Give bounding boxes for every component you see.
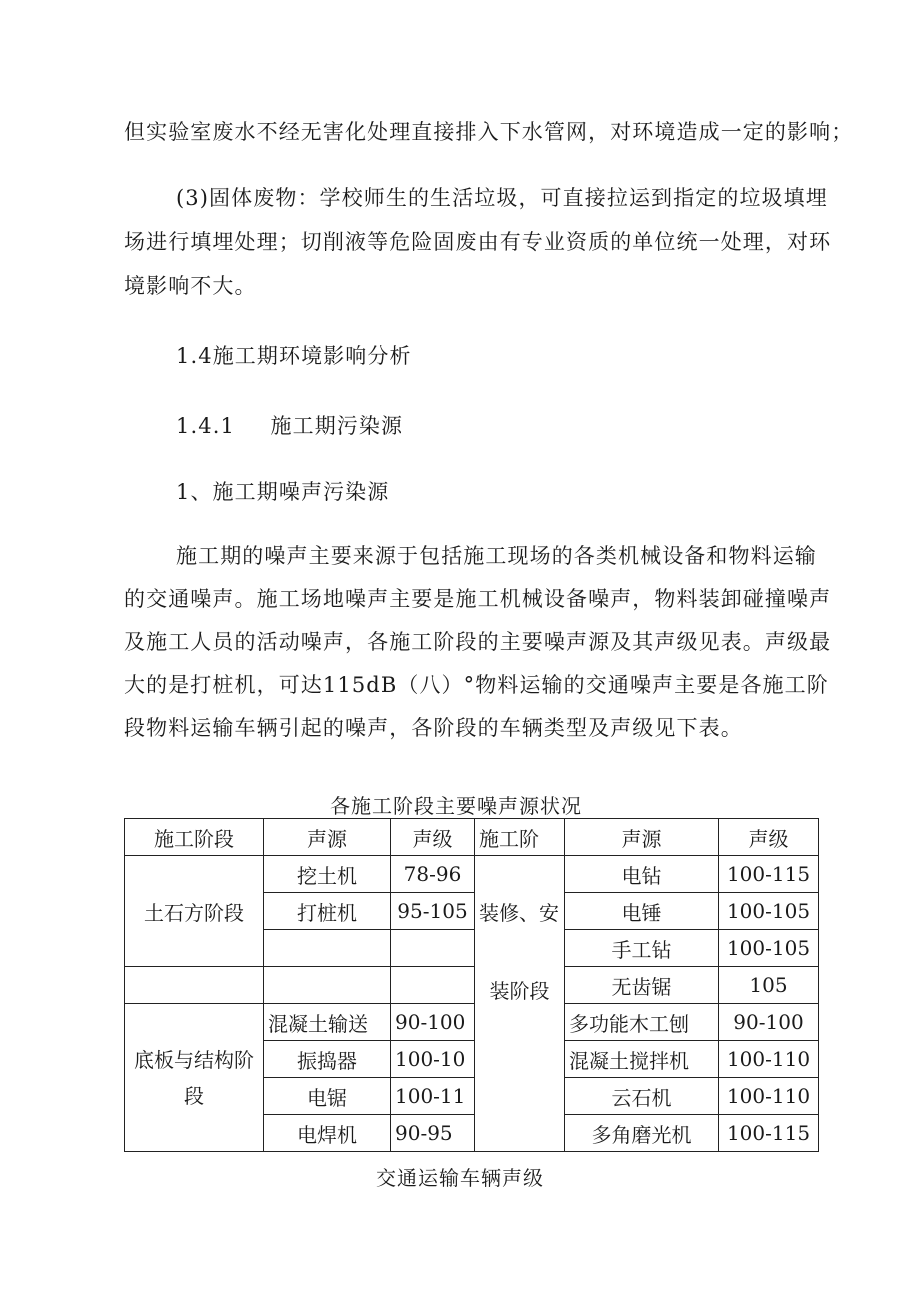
table-cell: 混凝土输送 — [264, 1004, 391, 1041]
table-cell: 振捣器 — [264, 1041, 391, 1078]
paragraph-line: 段物料运输车辆引起的噪声，各阶段的车辆类型及声级见下表。 — [124, 716, 743, 740]
table-row — [125, 856, 819, 893]
table-cell — [264, 967, 391, 1004]
paragraph-line: 场进行填埋处理；切削液等危险固废由有专业资质的单位统一处理，对环 — [124, 230, 832, 254]
table-cell: 105 — [719, 967, 819, 1004]
header-cell: 声源 — [565, 819, 719, 856]
table-cell — [391, 930, 475, 967]
table-cell: 电锤 — [565, 893, 719, 930]
subsection-title: 施工期污染源 — [270, 414, 404, 438]
stage-cell: 土石方阶段 — [125, 856, 264, 967]
table-cell: 多角磨光机 — [565, 1115, 719, 1152]
table-cell: 90-95 — [391, 1115, 475, 1152]
table-header-row — [125, 819, 819, 856]
table-caption: 各施工阶段主要噪声源状况 — [330, 794, 582, 818]
paragraph-line: 境影响不大。 — [124, 274, 257, 298]
stage-cell: 装修、安 — [475, 856, 565, 967]
table-cell: 100-10 — [391, 1041, 475, 1078]
table-cell: 手工钻 — [565, 930, 719, 967]
header-cell: 施工阶 — [475, 819, 565, 856]
table-cell — [264, 930, 391, 967]
noise-source-table — [124, 818, 819, 1152]
header-cell: 声级 — [719, 819, 819, 856]
table-cell: 混凝土搅拌机 — [565, 1041, 719, 1078]
table-cell: 100-105 — [719, 893, 819, 930]
subsection-number: 1.4.1 — [176, 414, 235, 438]
table-cell: 多功能木工刨 — [565, 1004, 719, 1041]
stage-label-line: 段 — [184, 1083, 204, 1108]
table-cell: 90-100 — [391, 1004, 475, 1041]
table-cell: 挖土机 — [264, 856, 391, 893]
paragraph-line: 的交通噪声。施工场地噪声主要是施工机械设备噪声，物料装卸碰撞噪声 — [124, 587, 832, 611]
table-cell: 云石机 — [565, 1078, 719, 1115]
table-cell: 打桩机 — [264, 893, 391, 930]
stage-cell: 装阶段 — [475, 967, 565, 1152]
table-cell — [391, 967, 475, 1004]
subsection-heading — [176, 410, 403, 440]
table-cell: 100-110 — [719, 1041, 819, 1078]
table-cell: 电钻 — [565, 856, 719, 893]
table-cell: 100-110 — [719, 1078, 819, 1115]
header-cell: 声级 — [391, 819, 475, 856]
table-cell: 电焊机 — [264, 1115, 391, 1152]
section-heading: 1.4施工期环境影响分析 — [176, 344, 412, 368]
table-row — [125, 1004, 819, 1041]
table-cell: 90-100 — [719, 1004, 819, 1041]
table-cell: 100-115 — [719, 1115, 819, 1152]
table-cell: 电锯 — [264, 1078, 391, 1115]
paragraph-line: (3)固体废物：学校师生的生活垃圾，可直接拉运到指定的垃圾填埋 — [176, 186, 828, 210]
table-cell: 100-11 — [391, 1078, 475, 1115]
table-cell: 78-96 — [391, 856, 475, 893]
paragraph-line: 施工期的噪声主要来源于包括施工现场的各类机械设备和物料运输 — [176, 544, 817, 568]
next-table-caption: 交通运输车辆声级 — [376, 1166, 544, 1190]
header-cell: 声源 — [264, 819, 391, 856]
paragraph-line: 及施工人员的活动噪声，各施工阶段的主要噪声源及其声级见表。声级最 — [124, 630, 832, 654]
stage-label-line: 底板与结构阶 — [134, 1047, 254, 1072]
stage-cell — [125, 1004, 264, 1152]
table-cell: 无齿锯 — [565, 967, 719, 1004]
header-cell: 施工阶段 — [125, 819, 264, 856]
paragraph-line: 但实验室废水不经无害化处理直接排入下水管网，对环境造成一定的影响； — [124, 120, 854, 144]
table-cell: 100-105 — [719, 930, 819, 967]
table-cell — [125, 967, 264, 1004]
paragraph-line: 大的是打桩机，可达115dB（八）°物料运输的交通噪声主要是各施工阶 — [124, 673, 829, 697]
table-cell: 95-105 — [391, 893, 475, 930]
table-cell: 100-115 — [719, 856, 819, 893]
item-heading: 1、施工期噪声污染源 — [176, 480, 390, 504]
table-row — [125, 967, 819, 1004]
